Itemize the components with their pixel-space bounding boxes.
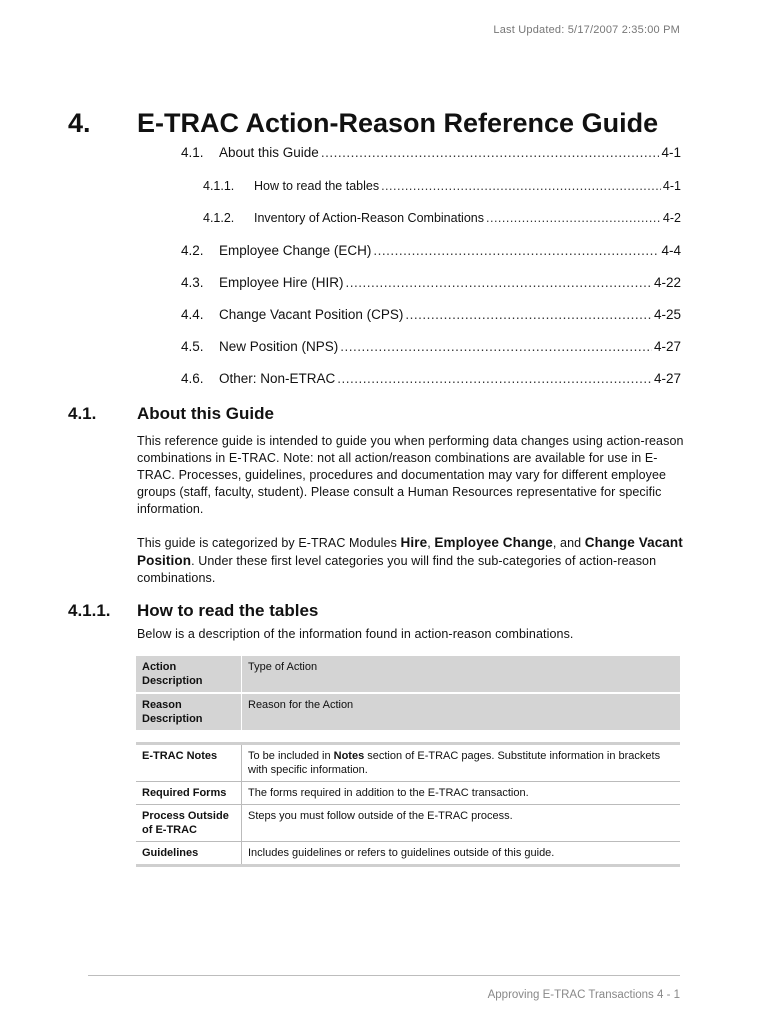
toc-leader (373, 243, 659, 258)
row-key: Required Forms (136, 782, 242, 805)
action-reason-table (136, 656, 680, 730)
toc-number: 4.4. (181, 307, 204, 322)
table-row (136, 782, 680, 805)
toc-entry[interactable] (181, 275, 681, 293)
table-row (136, 744, 680, 782)
toc-leader (405, 307, 652, 322)
toc-entry[interactable] (181, 339, 681, 357)
toc-title: Employee Hire (HIR) (219, 275, 344, 290)
toc-number: 4.1.2. (203, 211, 235, 225)
toc-title: Change Vacant Position (CPS) (219, 307, 404, 322)
paragraph-text: , and (552, 536, 585, 550)
toc-page: 4-22 (653, 275, 681, 290)
toc-page: 4-27 (653, 371, 681, 386)
tables-intro: Below is a description of the information found in action-reason combinations. (137, 627, 574, 641)
chapter-number: 4. (68, 108, 91, 138)
toc-page: 4-4 (661, 243, 681, 258)
row-key: Process Outside of E-TRAC (136, 805, 242, 842)
row-key: E-TRAC Notes (136, 744, 242, 782)
toc-title: About this Guide (219, 145, 319, 160)
toc-page: 4-1 (661, 145, 681, 160)
row-value: Steps you must follow outside of the E-TRAC process. (242, 805, 681, 842)
toc-number: 4.1. (181, 145, 204, 160)
table-row (136, 656, 680, 693)
paragraph-text: This guide is categorized by E-TRAC Modules (137, 536, 401, 550)
section-number: 4.1.1. (68, 601, 111, 620)
toc-leader (321, 145, 660, 160)
toc-page: 4-2 (662, 211, 681, 225)
notes-emphasis: Notes (333, 750, 365, 762)
toc-number: 4.3. (181, 275, 204, 290)
toc-entry[interactable] (203, 211, 681, 229)
row-value: Reason for the Action (242, 693, 681, 730)
toc-title: How to read the tables (254, 179, 380, 193)
toc-page: 4-25 (653, 307, 681, 322)
toc-entry[interactable] (181, 243, 681, 261)
toc-leader (337, 371, 652, 386)
about-paragraph: This reference guide is intended to guide you when performing data changes using action-reason combinations in E-TRAC. Note: not all action/reason combinations are available for use in E-TRAC. Processes, guidelines, procedures and documentation may vary for different employee groups (staff, faculty, student). Please consult a Human Resources representative for specific information. (137, 434, 684, 516)
footer-divider (88, 975, 680, 976)
section-number: 4.1. (68, 404, 97, 423)
toc-leader (346, 275, 652, 290)
categories-paragraph (137, 534, 685, 587)
value-text: To be included in (248, 750, 334, 762)
toc-leader (381, 179, 661, 193)
row-value (242, 744, 681, 782)
toc-page: 4-27 (653, 339, 681, 354)
toc-leader (486, 211, 661, 225)
toc-number: 4.5. (181, 339, 204, 354)
toc-leader (340, 339, 652, 354)
toc-entry[interactable] (181, 371, 681, 389)
page-footer: Approving E-TRAC Transactions 4 - 1 (487, 989, 680, 1001)
row-key: Action Description (136, 656, 242, 693)
module-change-vacant-position: Change Vacant Position (137, 535, 683, 568)
row-value: Includes guidelines or refers to guidelines outside of this guide. (242, 842, 681, 866)
module-hire: Hire (400, 535, 428, 550)
value-text: section of E-TRAC pages. Substitute information in brackets with specific information. (248, 750, 661, 776)
paragraph-text: . Under these first level categories you will find the sub-categories of action-reason combinations. (137, 554, 657, 585)
toc-title: Inventory of Action-Reason Combinations (254, 211, 484, 225)
table-row (136, 842, 680, 866)
paragraph-text: , (427, 536, 435, 550)
details-table (136, 742, 680, 867)
toc-entry[interactable] (203, 179, 681, 197)
module-employee-change: Employee Change (434, 535, 553, 550)
last-updated: Last Updated: 5/17/2007 2:35:00 PM (493, 24, 680, 36)
toc-number: 4.2. (181, 243, 204, 258)
toc-title: Employee Change (ECH) (219, 243, 372, 258)
row-key: Guidelines (136, 842, 242, 866)
toc-entry[interactable] (181, 307, 681, 325)
table-row (136, 693, 680, 730)
row-value: Type of Action (248, 661, 318, 673)
chapter-title: E-TRAC Action-Reason Reference Guide (137, 108, 659, 138)
toc-number: 4.6. (181, 371, 204, 386)
row-value: The forms required in addition to the E-TRAC transaction. (242, 782, 681, 805)
row-key: Reason Description (136, 693, 242, 730)
section-title: How to read the tables (137, 601, 319, 620)
toc-number: 4.1.1. (203, 179, 235, 193)
toc-title: Other: Non-ETRAC (219, 371, 336, 386)
toc-page: 4-1 (662, 179, 681, 193)
section-title: About this Guide (137, 404, 274, 423)
toc-title: New Position (NPS) (219, 339, 339, 354)
toc-entry[interactable] (181, 145, 681, 163)
table-row (136, 805, 680, 842)
